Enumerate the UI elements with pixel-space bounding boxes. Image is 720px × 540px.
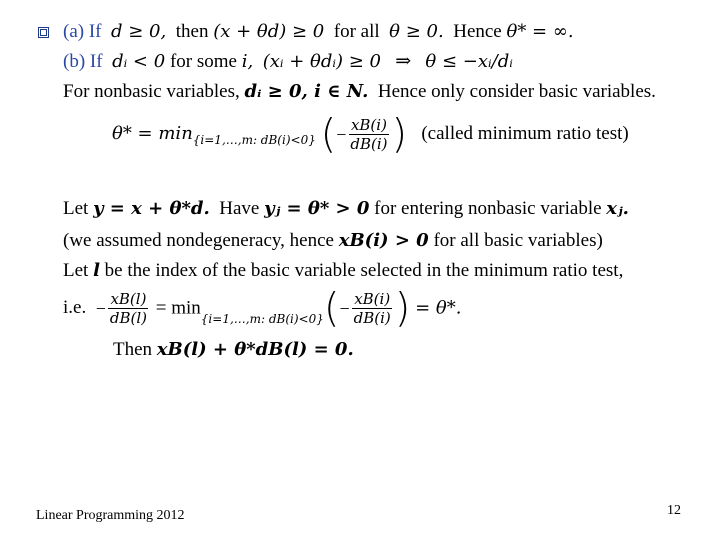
- minus-sign: −: [95, 298, 106, 319]
- equals-sign: =: [155, 297, 167, 319]
- implies-icon: ⇒: [395, 51, 412, 72]
- right-paren-icon: ): [391, 111, 408, 158]
- text: If: [89, 51, 103, 72]
- text: for all: [333, 21, 380, 42]
- min-operator: min: [171, 297, 201, 319]
- denominator: dB(i): [353, 309, 391, 328]
- ratio-test-line: [112, 112, 629, 162]
- ratio-lhs: θ* = min: [112, 123, 193, 144]
- conclusion: θ ≤ −xᵢ/dᵢ: [425, 51, 513, 72]
- expression: yⱼ = θ* > 0: [264, 198, 370, 219]
- text: be the index of the basic variable selected in the minimum ratio test,: [104, 260, 624, 281]
- text: Let: [63, 198, 89, 219]
- left-paren-icon: (: [323, 285, 340, 332]
- expression: (x + θd) ≥ 0: [213, 21, 325, 42]
- variable: i,: [241, 51, 254, 72]
- ratio-fraction: [348, 116, 389, 153]
- text: then: [175, 21, 209, 42]
- variable: l: [93, 260, 100, 281]
- ratio-fraction: [352, 290, 393, 327]
- rhs: = θ*.: [415, 297, 462, 319]
- label-b: (b): [63, 51, 86, 72]
- numerator: xB(i): [350, 116, 387, 135]
- numerator: xB(l): [110, 290, 147, 309]
- text: (we assumed nondegeneracy, hence: [63, 230, 334, 251]
- numerator: xB(i): [354, 290, 391, 309]
- text: For nonbasic variables,: [63, 81, 240, 102]
- line-b: [63, 50, 513, 74]
- expression: xB(l) + θ*dB(l) = 0.: [156, 339, 354, 360]
- left-paren-icon: (: [320, 111, 337, 158]
- denominator: dB(l): [109, 309, 148, 328]
- page-number: 12: [667, 503, 681, 518]
- expression: xB(i) > 0: [338, 230, 429, 251]
- line-d: [63, 197, 629, 221]
- text: for entering nonbasic variable: [374, 198, 602, 219]
- text: Hence only consider basic variables.: [377, 81, 656, 102]
- line-a: [63, 20, 574, 44]
- text: Let: [63, 260, 89, 281]
- text: Hence: [453, 21, 502, 42]
- min-subscript: {i=1,…,m: dB(i)<0}: [200, 312, 324, 326]
- condition: dᵢ ≥ 0, i ∈ N.: [244, 81, 369, 102]
- line-e: [63, 229, 603, 253]
- text: for some: [169, 51, 237, 72]
- line-g: [63, 280, 462, 347]
- text: i.e.: [63, 297, 87, 318]
- condition: d ≥ 0,: [111, 21, 167, 42]
- text: If: [88, 21, 102, 42]
- line-h: [113, 338, 354, 362]
- line-c: [63, 80, 656, 104]
- text: for all basic variables): [433, 230, 603, 251]
- minus-sign: −: [336, 124, 347, 145]
- minus-sign: −: [339, 298, 350, 319]
- ratio-subscript: {i=1,…,m: dB(i)<0}: [192, 132, 316, 147]
- ratio-note: (called minimum ratio test): [421, 123, 629, 144]
- conclusion: θ* = ∞.: [506, 21, 574, 42]
- label-a: (a): [63, 21, 85, 42]
- footer-course: Linear Programming 2012: [36, 508, 185, 523]
- expression: (xᵢ + θdᵢ) ≥ 0: [262, 51, 381, 72]
- selected-fraction: [108, 290, 149, 327]
- slide-bullet-icon: [38, 27, 49, 38]
- denominator: dB(i): [350, 135, 388, 154]
- right-paren-icon: ): [394, 285, 411, 332]
- text: Then: [113, 339, 153, 360]
- expression: y = x + θ*d.: [93, 198, 210, 219]
- condition: θ ≥ 0.: [389, 21, 444, 42]
- condition: dᵢ < 0: [112, 51, 166, 72]
- text: Have: [219, 198, 260, 219]
- variable: xⱼ.: [606, 198, 629, 219]
